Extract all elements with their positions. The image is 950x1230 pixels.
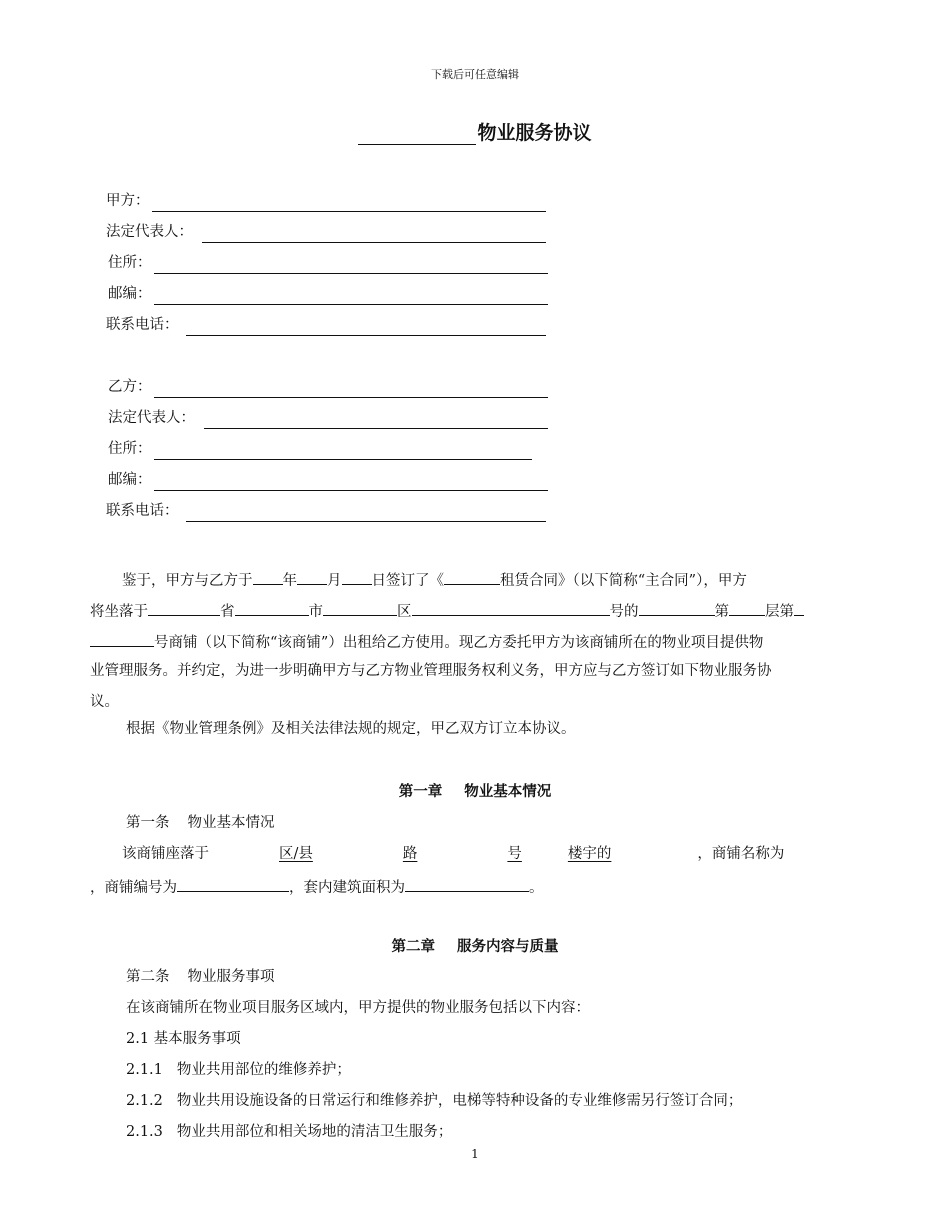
province-label: 省 xyxy=(220,604,235,620)
article-2-heading xyxy=(126,966,275,988)
shop-blank-start[interactable] xyxy=(794,598,804,616)
party-a-postcode-label: 邮编： xyxy=(108,286,152,302)
contract-text: 租赁合同》（以下简称“主合同”），甲方 xyxy=(500,573,747,589)
party-b-rep-label: 法定代表人： xyxy=(108,410,195,426)
district-label: 区 xyxy=(397,604,412,620)
chapter-1-name: 物业基本情况 xyxy=(464,784,552,800)
service-item-text: 物业共用部位和相关场地的清洁卫生服务； xyxy=(176,1124,453,1140)
contract-name-blank[interactable] xyxy=(444,567,500,585)
area-label: ，套内建筑面积为 xyxy=(289,880,405,896)
article-2-name: 物业服务事项 xyxy=(187,969,275,985)
party-b-postcode-blank[interactable] xyxy=(154,490,548,491)
floor-label: 层第 xyxy=(765,604,794,620)
day-blank[interactable] xyxy=(342,567,372,585)
preamble-text: 将坐落于 xyxy=(90,604,148,620)
shop-number-blank[interactable] xyxy=(90,629,154,647)
area-blank[interactable] xyxy=(405,874,529,892)
party-a-address-label: 住所： xyxy=(108,255,152,271)
city-blank[interactable] xyxy=(235,598,309,616)
floor-blank[interactable] xyxy=(729,598,765,616)
city-label: 市 xyxy=(308,604,323,620)
house-number-label: 号 xyxy=(507,846,522,862)
party-a-postcode-blank[interactable] xyxy=(154,304,548,305)
party-b-address-blank[interactable] xyxy=(154,459,532,460)
party-b-rep-field xyxy=(108,407,548,429)
page-header-note: 下载后可任意编辑 xyxy=(431,68,519,81)
article-1-heading xyxy=(126,812,275,834)
month-blank[interactable] xyxy=(297,567,327,585)
party-b-phone-blank[interactable] xyxy=(186,521,546,522)
shop-number-line xyxy=(90,874,544,899)
service-intro: 在该商铺所在物业项目服务区域内，甲方提供的物业服务包括以下内容： xyxy=(126,1000,590,1016)
party-a-phone-blank[interactable] xyxy=(186,335,546,336)
party-b-address-label: 住所： xyxy=(108,441,152,457)
party-b-name-blank[interactable] xyxy=(154,397,548,398)
party-b-address-field xyxy=(108,438,532,460)
shop-number-label: ，商铺编号为 xyxy=(90,880,177,896)
preamble-text: 号商铺（以下简称“该商铺”）出租给乙方使用。现乙方委托甲方为该商铺所在的物业项目提供物 xyxy=(154,635,764,651)
chapter-2-name: 服务内容与质量 xyxy=(457,939,559,955)
party-a-rep-label: 法定代表人： xyxy=(106,224,193,240)
day-label: 日签订了《 xyxy=(371,573,444,589)
chapter-1-heading xyxy=(0,780,950,801)
floor-prefix: 第 xyxy=(714,604,729,620)
shop-location-text: 该商铺座落于 xyxy=(122,846,209,862)
party-a-name-field xyxy=(106,190,546,212)
shop-location-underlined[interactable] xyxy=(209,846,697,862)
service-item xyxy=(126,1121,452,1143)
article-1-name: 物业基本情况 xyxy=(187,815,275,831)
preamble-text: 鉴于，甲方与乙方于 xyxy=(122,573,253,589)
service-item xyxy=(126,1059,351,1081)
chapter-2-heading xyxy=(0,935,950,956)
article-1-number: 第一条 xyxy=(126,815,170,831)
district-blank[interactable] xyxy=(323,598,397,616)
service-item-text: 物业共用部位的维修养护； xyxy=(176,1062,351,1078)
service-item-text: 物业共用设施设备的日常运行和维修养护，电梯等特种设备的专业维修需另行签订合同； xyxy=(176,1093,743,1109)
party-a-phone-label: 联系电话： xyxy=(106,317,179,333)
party-a-name-blank[interactable] xyxy=(152,211,546,212)
preamble-basis: 根据《物业管理条例》及相关法律法规的规定，甲乙双方订立本协议。 xyxy=(126,721,576,737)
preamble-line-4: 业管理服务。并约定，为进一步明确甲方与乙方物业管理服务权利义务，甲方应与乙方签订如下物业服务协 xyxy=(90,663,772,679)
article-2-number: 第二条 xyxy=(126,969,170,985)
year-label: 年 xyxy=(282,573,297,589)
building-blank[interactable] xyxy=(639,598,715,616)
chapter-2-number: 第二章 xyxy=(391,939,435,955)
preamble-line-5: 议。 xyxy=(90,694,119,710)
party-a-postcode-field xyxy=(108,283,548,305)
building-label: 楼宇的 xyxy=(567,846,612,862)
party-b-phone-field xyxy=(106,500,546,522)
party-b-name-field xyxy=(108,376,548,398)
preamble-line-3 xyxy=(90,629,763,654)
preamble-line-1 xyxy=(122,567,747,592)
shop-location-line xyxy=(122,843,784,865)
party-b-rep-blank[interactable] xyxy=(204,428,548,429)
number-blank[interactable] xyxy=(412,598,610,616)
district-county-label: 区/县 xyxy=(279,846,313,862)
party-a-rep-blank[interactable] xyxy=(202,242,546,243)
service-item xyxy=(126,1090,742,1112)
title-blank-line[interactable] xyxy=(358,126,476,145)
service-item-number: 2.1.2 xyxy=(126,1093,163,1109)
shop-name-label: ，商铺名称为 xyxy=(697,846,785,862)
month-label: 月 xyxy=(327,573,342,589)
basic-services-heading: 2.1 基本服务事项 xyxy=(126,1031,241,1047)
shop-number-blank[interactable] xyxy=(177,874,289,892)
party-b-phone-label: 联系电话： xyxy=(106,503,179,519)
preamble-line-2 xyxy=(90,598,804,623)
service-item-number: 2.1.3 xyxy=(126,1124,163,1140)
province-blank[interactable] xyxy=(148,598,220,616)
chapter-1-number: 第一章 xyxy=(398,784,443,800)
title-text: 物业服务协议 xyxy=(477,122,592,144)
party-b-postcode-label: 邮编： xyxy=(108,472,152,488)
page-number: 1 xyxy=(471,1147,479,1161)
party-b-name-label: 乙方： xyxy=(108,379,152,395)
party-a-rep-field xyxy=(106,221,546,243)
party-a-address-field xyxy=(108,252,548,274)
period: 。 xyxy=(529,880,544,896)
road-label: 路 xyxy=(402,846,418,862)
party-a-name-label: 甲方： xyxy=(106,193,150,209)
year-blank[interactable] xyxy=(253,567,283,585)
party-b-postcode-field xyxy=(108,469,548,491)
number-label: 号的 xyxy=(609,604,639,620)
party-a-address-blank[interactable] xyxy=(154,273,548,274)
document-title xyxy=(0,118,950,145)
service-item-number: 2.1.1 xyxy=(126,1062,163,1078)
party-a-phone-field xyxy=(106,314,546,336)
